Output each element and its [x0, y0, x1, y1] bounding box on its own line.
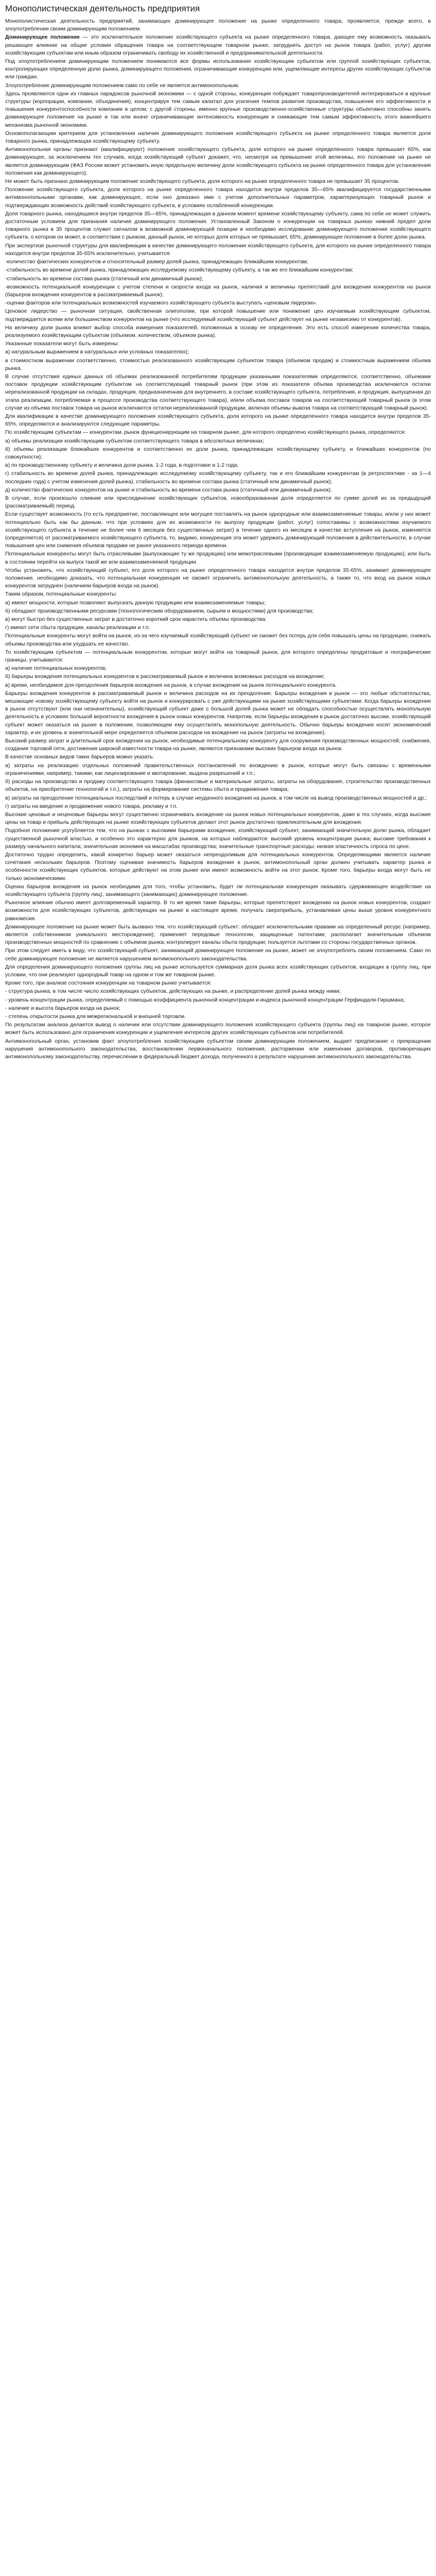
paragraph: Барьеры вхождения конкурентов в рассматриваемый рынок и величина расходов на их преодоление. Барьеры вхождения в рынок — это любые обстоятельства, мешающие новому хозяйствующему субъекту войти на рынок и конкурировать с уже действующими на рынке хозяйствующими субъектами. Когда барьеры вхождения в рынок отсутствуют (или они незначительны), хозяйствующий субъект даже с большой долей рынка может не обладать способностью осуществлять монопольную деятельность в условиях большой вероятности вхождения в рынок новых конкурентов. Напротив, если барьеры вхождения в рынок достаточно высоки, хозяйствующий субъект может оказаться на рынке в положении, позволяющем ему осуществлять монопольную деятельность. Обычно барьеры вхождения носят экономический характер, и их уровень в значительной мере определяется объемом расходов на вхождение на рынок (затраты на вхождение).	[5, 690, 431, 736]
paragraph: Чтобы установить, что хозяйствующий субъект, его доля которого на рынке определенного товара находится внутри пределов 35-65%, занимает доминирующее положение, необходимо доказать, что потенциальная конкуренция не сможет ограничить антимонопольную деятельность, а также то, что вход на рынок новых конкурентов затруднен (наличием барьеров входа на рынок).	[5, 567, 431, 589]
paragraph: Потенциальные конкуренты могут быть отраслевыми (выпускающие ту же продукцию) или межотраслевыми (производящие взаимозаменяемую продукцию), или быть в состоянии перейти на выпуск такой же или взаимозаменяемой продукции.	[5, 551, 431, 565]
list-item: - наличие и высота барьеров входа на рынок;	[5, 1005, 120, 1011]
paragraph: Если существует возможность (то есть предприятие, поставляющее или могущее поставлять на рынок однородные или взаимозаменяемые товары, и/или у них может потенциально быть как бы данным, что при условиях для их возможности по выпуску продукции (работ, услуг) сопоставимы с возможностями изучаемого хозяйствующего субъекта в течение не более чем 6 месяцев без существенных затрат) в течение одного из месяцев в качестве вступления на рынок, изменяется (определяется) от рассматриваемого хозяйствующего субъекта, то, видимо, конкуренция эта может удержать доминирующий положения в действительности, в случае повышения цен или снижения объемов продажи не ранее указанного периода времени.	[5, 511, 431, 549]
paragraph: По хозяйствующим субъектам — конкурентам, рынок функционирующим на товарном рынке, для которого определено хозяйствующего рынка, определяются:	[5, 429, 406, 436]
paragraph: Здесь проявляются одни из главных парадоксов рыночной экономики — с одной стороны, конкуренция побуждает товаропроизводителей интегрироваться в крупные структуры (корпорации, компании, объединения), концентрируя тем самым капитал для усиления темпов развития производства, повышения его эффективности и повышения конкурентоспособности компании в целом; с другой стороны, именно крупные производственно-хозяйственные структуры объективно способны занять доминирующее положение на рынке и так или иначе ограничивающие интенсивность конкуренции и снижающие тем самым эффективность этого важнейшего механизма рыночной экономики.	[5, 90, 431, 128]
paragraph: По результатам анализа делается вывод о наличии или отсутствии доминирующего положения хозяйствующего субъекта (группы лиц) на товарном рынке, которое может быть использовано для ограничения конкуренции и ущемления интересов других хозяйствующих субъектов или потребителей.	[5, 1022, 431, 1036]
paragraph: Указанные показатели могут быть измерены:	[5, 341, 119, 347]
paragraph: На величину доли рынка влияют выбор способа измерения показателей, положенных в основу ее определения. Это есть способ измерения количества товара, реализуемого хозяйствующим субъектом (объемом, количеством, объемом рынка).	[5, 324, 431, 338]
paragraph: Доля товарного рынка, находящаяся внутри пределов 35—65%, принадлежащая в данном момент времени хозяйствующему субъекту, сама по себе не может служить достаточным условием для признания наличия доминирующего положения. Установленный Законом о конкуренции на товарных рынках нижний предел доли товарного рынка в 35 процентов служит сигналом в возможной доминирующей позиции и необходимо исследование доминирующего положения хозяйствующего субъекта, о котором он может, в соответствии с рынком, данный рынок, не которых доля которых не превышает, 65%, доминирующее положение в более долю рынка.	[5, 210, 431, 241]
list-item: а) наличие потенциальных конкурентов;	[5, 665, 107, 672]
paragraph: Злоупотребление доминирующим положением само по себе не является антимонопольным.	[5, 82, 240, 89]
bold-term: Доминирующее положение	[5, 34, 80, 41]
paragraph	[5, 33, 431, 57]
paragraph: Рыночное влияние обычно имеет долговременный характер. В то же время такие барьеры, которые препятствуют вхождению на рынок новых конкурентов, создают возможности для хозяйствующих субъектов, действующих на рынке в настоящее время, получать сверхприбыль, устанавливая цены выше уровня конкурентного равновесия.	[5, 900, 431, 922]
list-item: д) количество фактических конкурентов на рынке и стабильность во времени состава рынка (статичный или динамичный рынок).	[5, 486, 333, 493]
list-item: а) затраты на реализацию отдельных положений правительственных постановлений по вхождению в рынок, которые могут быть связаны с временными ограничениями, например, такими, как лицензирование и квотирование, выдача разрешений и т.п.;	[5, 762, 431, 776]
paragraph-text: — это исключительное положение хозяйствующего субъекта на рынке определенного товара, дающее ему возможность оказывать решающее влияние на общие условия обращения товара на соответствующем товарном рынке, затруднять доступ на рынок товара (работ, услуг) другим хозяйствующим субъектам или иным образом ограничивать свободу их хозяйственной и предпринимательской деятельности.	[5, 34, 431, 56]
paragraph: Высокие ценовые и неценовые барьеры могут существенно ограничивать вхождение на рынок новых потенциальных конкурентов, даже в тех случаях, когда высокие цены на товар и прибыль действующих на рынке хозяйствующих субъектов делают этот рынок достаточно привлекательным для вхождения.	[5, 811, 431, 826]
list-item: б) расходы на производство и продажу соответствующего товара (финансовые и материальные затраты, затраты на оборудование, строительство производственных объектов, на приобретение технологий и т.п.), затраты на формирование системы сбыта и продвижения товара;	[5, 778, 431, 793]
paragraph: Потенциальные конкуренты могут войти на рынок, из-за чего изучаемый хозяйствующий субъект не сможет без потерь для себя повышать цены на продукцию, снижать объемы производства или ухудшать ее качество.	[5, 633, 431, 647]
list-item: б) барьеры вхождения потенциальных конкурентов в рассматриваемый рынок и величина возможных расходов на вхождение;	[5, 673, 325, 680]
list-item: в) затраты на преодоление потенциальных последствий и потерь в случае неудачного вхождения на рынок, в том числе на вывод производственных мощностей и др.;	[5, 794, 427, 801]
paragraph: При этом следует иметь в виду, что хозяйствующий субъект, занимающий доминирующее положение на рынке, может не злоупотреблять своим положением. Само по себе доминирующее положение не является нарушением антимонопольного законодательства.	[5, 947, 431, 962]
list-item: в) могут быстро без существенных затрат в достаточно короткий срок нарастить объемы производства;	[5, 616, 267, 623]
page-title: Монополистическая деятельность предприятия	[5, 4, 200, 13]
list-item: а) объемы реализации хозяйствующим субъектом соответствующего товара в абсолютных величинах;	[5, 437, 265, 444]
paragraph: Кроме того, при анализе состояния конкуренции на товарном рынке учитывается:	[5, 980, 212, 987]
paragraph: В случае, если произошло слияние или присоединение хозяйствующих субъектов, новообразованная доля определяется по сумме долей их за предыдущий (рассматриваемый) период.	[5, 495, 431, 510]
paragraph: Положение хозяйствующего субъекта, доля которого на рынке определенного товара находится внутри пределов 35—65% квалифицируется государственными антимонопольными органами, как доминирующее, если оно доказано ими с учетом дополнительных параметров, характеризующих товарный рынок и подтверждающих возможность действий хозяйствующего субъекта, в условиях ослабленной конкуренции.	[5, 187, 431, 209]
paragraph: В случае отсутствия единых данных об объемах реализованной потребителям продукции указанными показателями определяются, соответственно, объемами поставок продукции хозяйствующим субъектом на соответствующий товарный рынок (при этом из показателя объема производства исключаются остатки нереализованной продукции на складах, продукция, предназначенная для внутреннего, в составе хозяйствующего субъекта, потребления, и продукция, выпущенная до этапа реализации, потребляемая в процессе производства соответствующего товара), и/или объема поставок товаров на соответствующий товарный рынок (в этом случае из объема поставок товара на рынок исключаются остатки нереализованной продукции, включая объемы вывоза товара на соответствующий товарный рынок).	[5, 373, 431, 411]
paragraph: Доминирующее положение на рынке может быть вызвано тем, что хозяйствующий субъект: обладает исключительными правами на определенный ресурс (например, является собственником уникального месторождения); применяет передовые технологии, защищенные патентами; располагает значительным объемом производственных мощностей по сравнению с объемом рынка; контролирует каналы сбыта продукции; пользуется льготами со стороны государственных органов.	[5, 923, 431, 946]
paragraph: Высокий размер затрат и длительный срок вхождения на рынок, необходимые потенциальному конкуренту для сооружения производственных мощностей, снабжения, создания торговой сети, достижения широкой известности товара на рынке, являются признаками высоких барьеров входа на рынок.	[5, 738, 431, 752]
paragraph: Основополагающим критерием для установления наличия доминирующего положения хозяйствующего субъекта на рынке определенного товара является доля товарного рынка, принадлежащая хозяйствующему субъекту.	[5, 130, 431, 145]
list-item: Таким образом, потенциальные конкуренты:	[5, 591, 117, 598]
document-body	[5, 18, 431, 1061]
paragraph: Достаточно трудно определить, какой конкретно барьер может оказаться непреодолимым для потенциальных конкурентов. Определяющими является наличие сочетания нескольких барьеров. Поэтому оценивая значимость барьеров вхождения в рынок, антимонопольный орган должен учитывать характер рынка и особенности хозяйствующих субъектов, которые действуют на этом рынке или имеют возможность войти на этот рынок. Кроме того, барьеры входа могут быть не только экономическими.	[5, 851, 431, 882]
list-item: г) затраты на введение и продвижение нового товара, рекламу и т.п.	[5, 803, 178, 809]
paragraph: Для определения доминирующего положения группы лиц на рынке используется суммарная доля рынка всех хозяйствующих субъектов, входящих в группу лиц, при условии, что они реализуют однородный товар на одном и том же товарном рынке.	[5, 963, 431, 978]
paragraph: Для квалификации в качестве доминирующего положения хозяйствующего субъекта, доля которого на рынке определенного товара находится внутри пределов 35-65%, определяются и анализируются следующие параметры.	[5, 413, 431, 428]
paragraph: Подобное положение усугубляется тем, что на рынках с высокими барьерами вхождения, хозяйствующий субъект, занимающий значительную долю рынка, обладает существенной рыночной властью, и особенно это характерно для рынков, на которых наблюдаются: высокий уровень концентрации рынка; высокие требования к размеру начального капитала; значительная экономия на масштабах производства; значительные транспортные расходы; низкая эластичность спроса по цене.	[5, 827, 431, 850]
list-item: - степень открытости рынка для межрегиональной и внешней торговли.	[5, 1013, 186, 1020]
paragraph: Антимонопольная органы признают (квалифицируют) положение хозяйствующего субъекта, доля которого на рынке определенного товара превышает 65%, как доминирующее, за исключением тех случаев, когда хозяйствующий субъект докажет, что, несмотря на превышение этой величины, его положение на рынке не является доминирующим (ФАЗ России может установить иную предельную величину доли хозяйствующего субъекта на рынке определенного товара для установления положения как доминирующего).	[5, 146, 431, 176]
list-item: г) имеют сети сбыта продукции, каналы реализации и т.п.	[5, 624, 150, 631]
list-item: б) обладают производственными ресурсами (технологическим оборудованием, сырьем и мощностями) для производства;	[5, 607, 314, 614]
list-item: в) по производственному субъекту и величина доли рынка. 1-2 года, в подготовке и 1-2 года;	[5, 462, 239, 469]
paragraph: Не может быть признано доминирующим положение хозяйствующего субъекта, доля которого на рынке определенного товара не превышает 35 процентов.	[5, 178, 400, 185]
list-item: - структура рынка, в том числе число хозяйствующих субъектов, действующих на рынке, и распределение долей рынка между ними;	[5, 988, 341, 995]
list-item: -стабильность во времени долей рынка, принадлежащих исследуемому хозяйствующему субъекту, а так же его ближайшим конкурентам;	[5, 267, 354, 274]
list-item: -возможность потенциальной конкуренции с учетом степени и скорости входа на рынок, наличия и величины препятствий для вхождения конкурентов на рынок (барьеров вхождения конкурентов в рассматриваемый рынок);	[5, 283, 431, 298]
list-item: -стабильность во времени состава рынка (статичный или динамичный рынок);	[5, 275, 203, 282]
list-item: г) стабильность во времени долей рынка, принадлежащих исследуемому хозяйствующему субъекту, так и его ближайшим конкурентам (в ретроспективе - за 1—4 последних года) с учетом изменения долей рынка), стабильность во времени состава рынка (статичный или динамичный рынок);	[5, 470, 431, 485]
paragraph: Оценка барьеров вхождения на рынок необходима для того, чтобы установить, будет ли потенциальная конкуренция оказывать сдерживающее воздействие на хозяйствующего субъекта (группу лиц), занимающего (занимающих) доминирующее положение.	[5, 883, 431, 897]
paragraph: Ценовое лидерство — рыночная ситуация, свойственная олигополии, при которой повышение или понижение цен изучаемым хозяйствующим субъектом, подтверждается всеми или большинством конкурентов на рынке (что исследуемый хозяйствующий субъект действует на рынке независимо от конкурентов).	[5, 308, 431, 323]
list-item: в) время, необходимое для преодоления барьеров вхождения на рынок, в случае вхождения на рынок потенциального конкурента.	[5, 682, 337, 688]
list-item: -количество фактических конкурентов и относительный размер долей рынка, принадлежащих ближайшим конкурентам;	[5, 259, 308, 265]
paragraph: При экспертизе рыночной структуры для квалификации в качестве доминирующего положения хозяйствующего субъекта, для которого на рынке определенного товара находится внутри пределов 35-65% исключительно, учитывается:	[5, 242, 431, 257]
paragraph: В качестве основных видов таких барьеров можно указать:	[5, 754, 154, 760]
list-item: - уровень концентрации рынка, определяемый с помощью коэффициента рыночной концентрации и индекса рыночной концентрации Герфиндаля-Гиршмана;	[5, 996, 405, 1003]
list-item: в стоимостном выражении соответственно, стоимостью реализованного хозяйствующим субъектом товара (объемом продаж) и стоимостным выражением объема рынка.	[5, 357, 431, 371]
paragraph: Антимонопольный орган, установив факт злоупотребления хозяйствующим субъектом своим доминирующим положением, выдает предписание о прекращении нарушения антимонопольного законодательства, восстановлении первоначального положения, расторжении или изменении договоров, противоречащих антимонопольному законодательству, перечислении в федеральный бюджет дохода, полученного в результате нарушения антимонопольного законодательства.	[5, 1038, 431, 1060]
list-item: б) объемы реализации ближайших конкурентов и соответственно их доли рынка, принадлежащих хозяйствующему субъекту, и ближайших конкурентов (по совокупности);	[5, 446, 431, 460]
paragraph: Монополистическая деятельность предприятий, занимающих доминирующее положение на рынке определенного товара, проявляется, прежде всего, в злоупотреблении своим доминирующим положением.	[5, 18, 431, 32]
document-page	[0, 0, 436, 1065]
paragraph: Под злоупотреблением доминирующим положением понимаются все формы использования хозяйствующим субъектом или группой хозяйствующих субъектов, контролирующих определенную долю рынка, доминирующего положения, ограничивающие конкуренцию или, ущемляющие интересы других хозяйствующих субъектов или граждан.	[5, 58, 431, 80]
list-item: а) имеют мощности, которые позволяют выпускать данную продукцию или взаимозаменяемые товары;	[5, 599, 266, 606]
list-item: а) натуральным выражением в натуральных или условных показателях);	[5, 349, 189, 355]
paragraph: -оценки факторов или потенциальных возможностей изучаемого хозяйствующего субъекта выступать «ценовым лидером».	[5, 300, 318, 307]
paragraph: То хозяйствующим субъектом — потенциальным конкурентом, которые могут войти на товарный рынок, для которого определены продуктовые и географические границы, учитываются:	[5, 649, 431, 664]
